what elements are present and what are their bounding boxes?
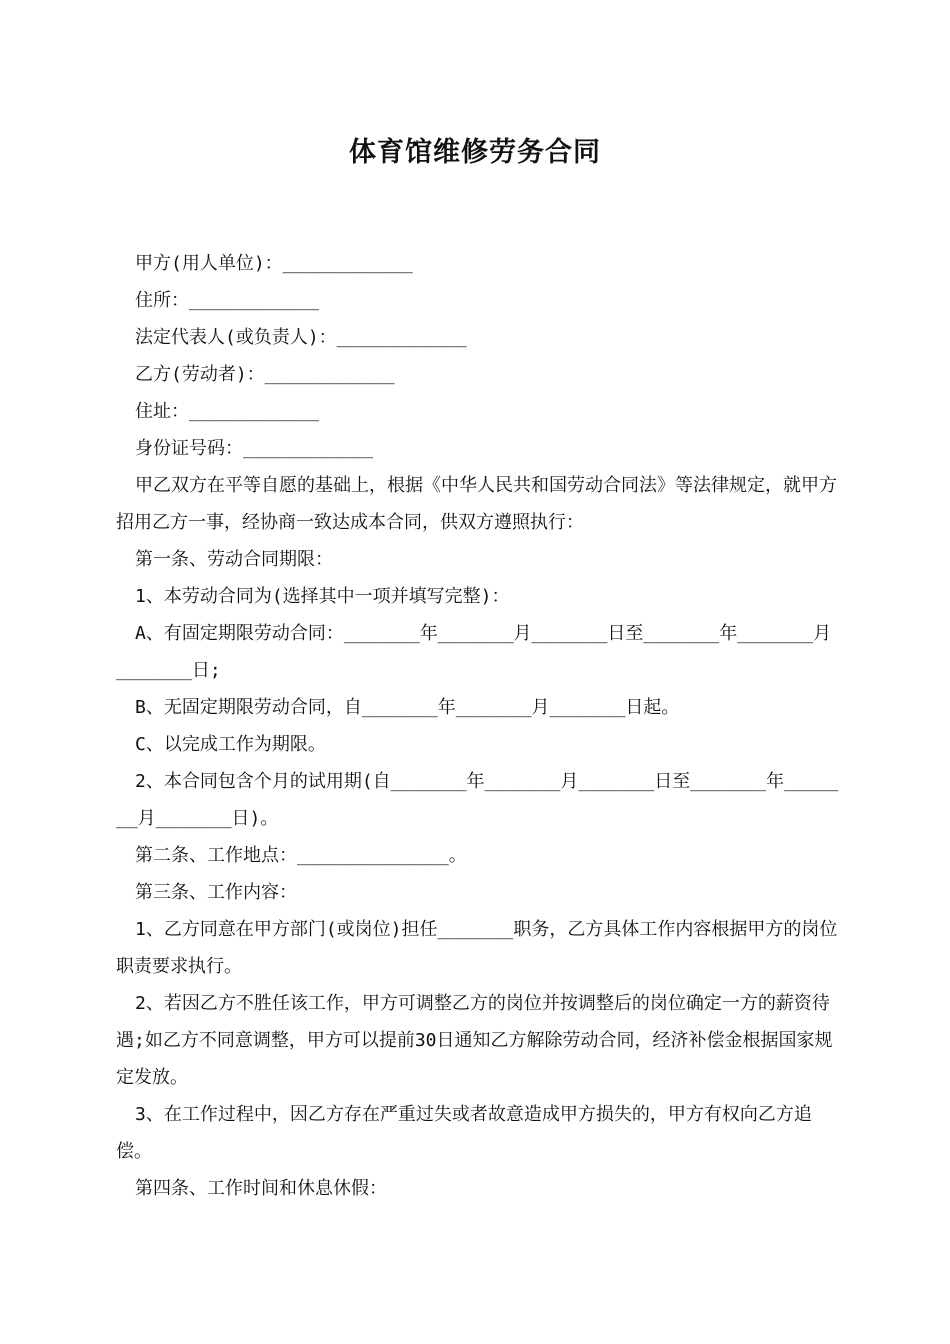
party-a-address-line: 住所：____________: [135, 290, 320, 311]
article-1-heading: 第一条、劳动合同期限：: [135, 549, 333, 570]
article-2-heading: 第二条、工作地点：______________。: [135, 845, 467, 866]
legal-representative-line: 法定代表人(或负责人)：____________: [135, 327, 467, 348]
article-1-option-a: A、有固定期限劳动合同：_______年_______月_______日至_______年_______月_______日;: [116, 623, 832, 681]
document-body: [116, 245, 840, 1207]
party-b-address-line: 住址：____________: [135, 401, 320, 422]
article-3-clause-1: 1、乙方同意在甲方部门(或岗位)担任_______职务，乙方具体工作内容根据甲方的岗位职责要求执行。: [116, 919, 838, 977]
article-3-clause-2: 2、若因乙方不胜任该工作，甲方可调整乙方的岗位并按调整后的岗位确定一方的薪资待遇;如乙方不同意调整，甲方可以提前30日通知乙方解除劳动合同，经济补偿金根据国家规定发放。: [116, 993, 833, 1088]
document-title: 体育馆维修劳务合同: [349, 137, 601, 168]
article-1-clause-1: 1、本劳动合同为(选择其中一项并填写完整)：: [135, 586, 510, 607]
article-1-clause-2: 2、本合同包含个月的试用期(自_______年_______月_______日至_______年_______月_______日)。: [116, 771, 839, 829]
article-1-option-b: B、无固定期限劳动合同，自_______年_______月_______日起。: [135, 697, 680, 718]
article-3-clause-3: 3、在工作过程中，因乙方存在严重过失或者故意造成甲方损失的，甲方有权向乙方追偿。: [116, 1104, 812, 1162]
party-b-line: 乙方(劳动者)：____________: [135, 364, 395, 385]
id-number-line: 身份证号码：____________: [135, 438, 374, 459]
article-3-heading: 第三条、工作内容：: [135, 882, 297, 903]
article-4-heading: 第四条、工作时间和休息休假：: [135, 1178, 387, 1199]
party-a-line: 甲方(用人单位)：____________: [135, 253, 413, 274]
preamble-paragraph: 甲乙双方在平等自愿的基础上，根据《中华人民共和国劳动合同法》等法律规定，就甲方招用乙方一事，经协商一致达成本合同，供双方遵照执行：: [116, 475, 837, 533]
article-1-option-c: C、以完成工作为期限。: [135, 734, 326, 755]
